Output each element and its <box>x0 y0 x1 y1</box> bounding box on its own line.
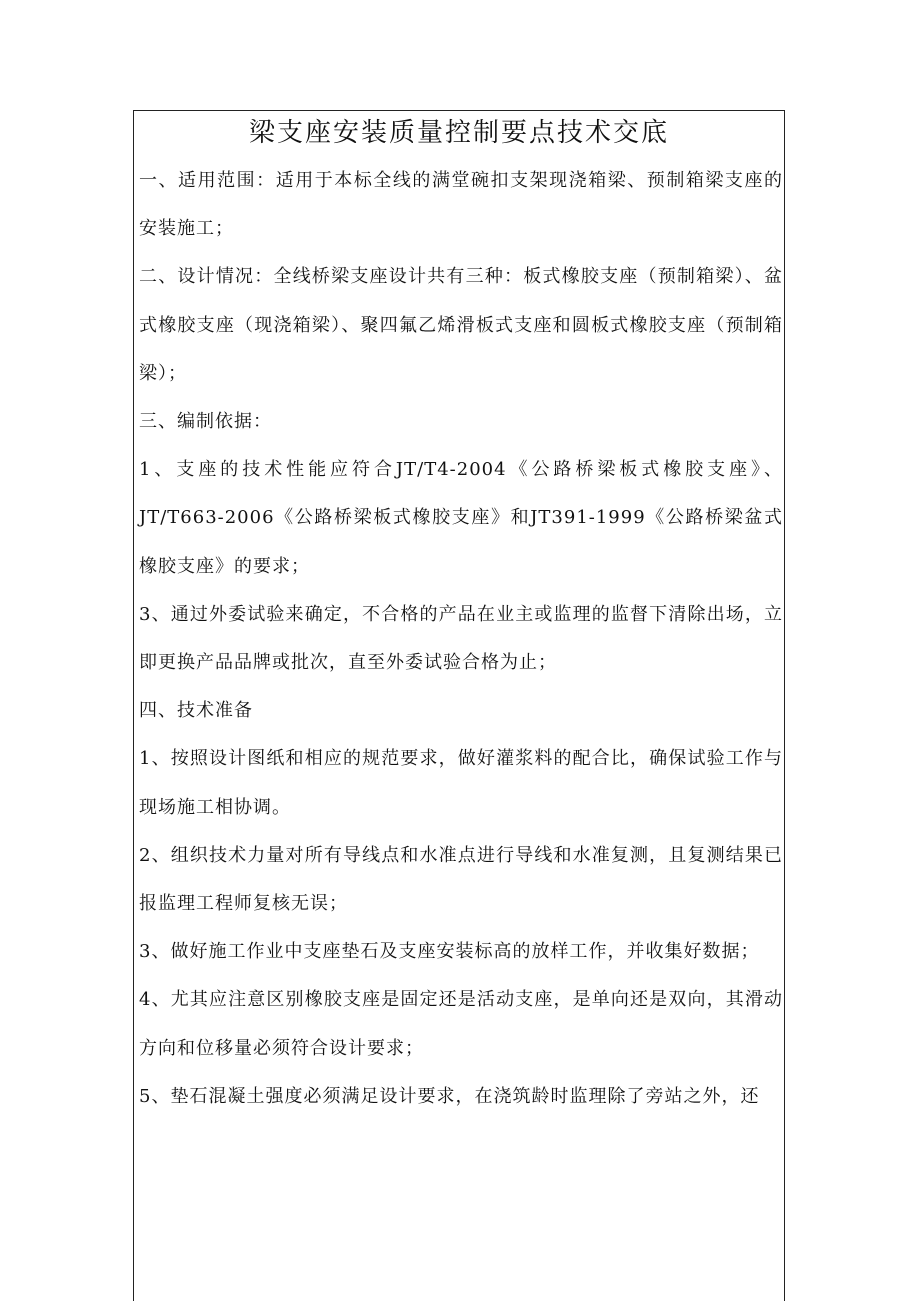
prep-item-4: 4、尤其应注意区别橡胶支座是固定还是活动支座，是单向还是双向，其滑动方向和位移量必须符合设计要求； <box>139 989 783 1059</box>
section-basis-heading: 三、编制依据： <box>139 411 272 433</box>
prep-item-1: 1、按照设计图纸和相应的规范要求，做好灌浆料的配合比，确保试验工作与现场施工相协调。 <box>139 748 783 818</box>
basis-item-3: 3、通过外委试验来确定，不合格的产品在业主或监理的监督下清除出场，立即更换产品品牌或批次，直至外委试验合格为止； <box>139 603 783 674</box>
prep-item-3: 3、做好施工作业中支座垫石及支座安装标高的放样工作，并收集好数据； <box>139 941 760 963</box>
document-body <box>139 157 783 1121</box>
section-design: 二、设计情况：全线桥梁支座设计共有三种：板式橡胶支座（预制箱梁）、盆式橡胶支座（现浇箱梁）、聚四氟乙烯滑板式支座和圆板式橡胶支座（预制箱梁）； <box>139 266 783 384</box>
document-title: 梁支座安装质量控制要点技术交底 <box>248 118 669 148</box>
basis-item-1: 1、支座的技术性能应符合JT/T4-2004《公路桥梁板式橡胶支座》、JT/T663-2006《公路桥梁板式橡胶支座》和JT391-1999《公路桥梁盆式橡胶支座》的要求； <box>139 459 783 577</box>
document-table-cell <box>133 110 785 1301</box>
prep-item-2: 2、组织技术力量对所有导线点和水准点进行导线和水准复测，且复测结果已报监理工程师复核无误； <box>139 844 783 915</box>
section-scope: 一、适用范围：适用于本标全线的满堂碗扣支架现浇箱梁、预制箱梁支座的安装施工； <box>139 170 783 240</box>
prep-item-5: 5、垫石混凝土强度必须满足设计要求，在浇筑龄时监理除了旁站之外，还 <box>139 1085 760 1107</box>
section-tech-prep-heading: 四、技术准备 <box>139 700 253 722</box>
